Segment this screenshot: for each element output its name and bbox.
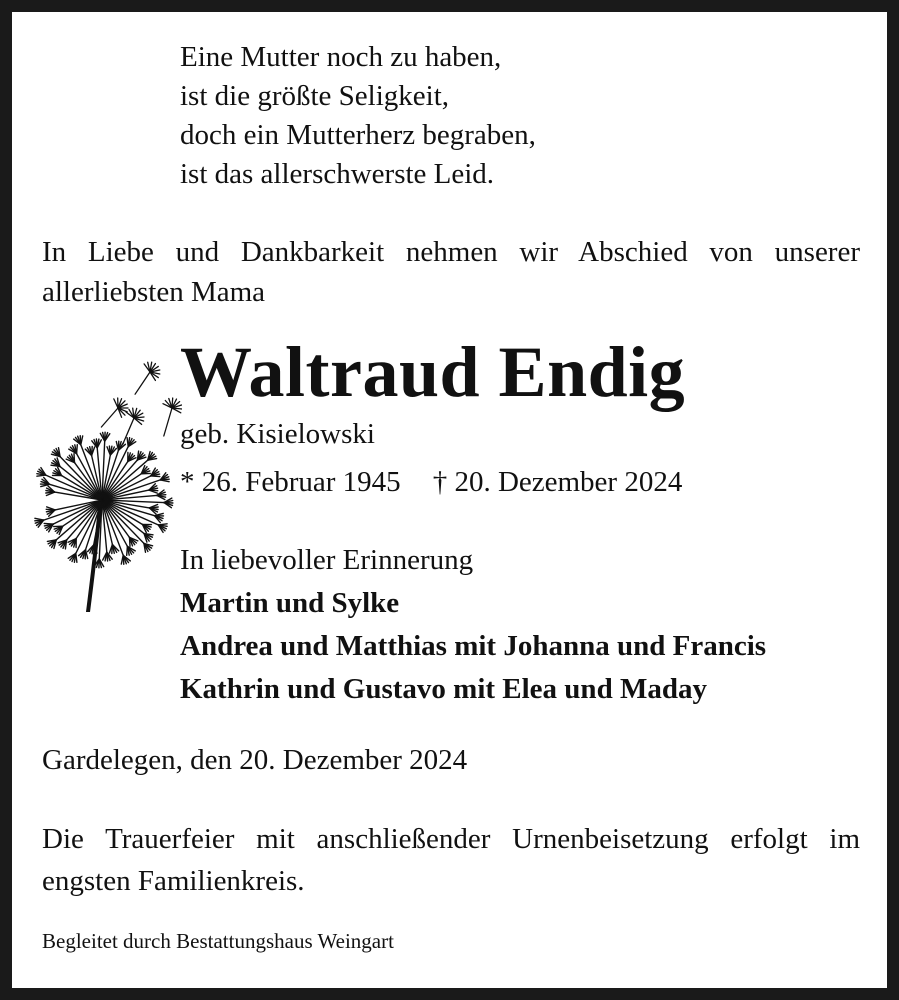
mourners-list [180, 582, 766, 711]
birth-name: geb. Kisielowski [180, 418, 375, 450]
mourner-family: Kathrin und Gustavo mit Elea und Maday [180, 673, 707, 705]
deceased-name: Waltraud Endig [180, 332, 686, 412]
intro-text: In Liebe und Dankbarkeit nehmen wir Abschied von unserer allerliebsten Mama [42, 236, 860, 308]
ceremony-text: Die Trauerfeier mit anschließender Urnenbeisetzung erfolgt im engsten Familienkreis. [42, 823, 860, 897]
birth-date: * 26. Februar 1945 [180, 466, 401, 498]
undertaker-credit: Begleitet durch Bestattungshaus Weingart [42, 929, 394, 953]
poem-line: ist die größte Seligkeit, [180, 80, 450, 112]
mourner-family: Andrea und Matthias mit Johanna und Francis [180, 630, 767, 662]
poem [180, 38, 536, 194]
death-date: † 20. Dezember 2024 [432, 466, 683, 498]
mourner-family: Martin und Sylke [180, 587, 400, 619]
life-dates [180, 462, 682, 502]
poem-line: doch ein Mutterherz begraben, [180, 119, 536, 151]
poem-line: ist das allerschwerste Leid. [180, 158, 495, 190]
place-date: Gardelegen, den 20. Dezember 2024 [42, 744, 468, 776]
mourning-heading: In liebevoller Erinnerung [180, 544, 474, 576]
dandelion-icon [22, 350, 182, 612]
poem-line: Eine Mutter noch zu haben, [180, 41, 502, 73]
obituary-card [12, 12, 887, 988]
